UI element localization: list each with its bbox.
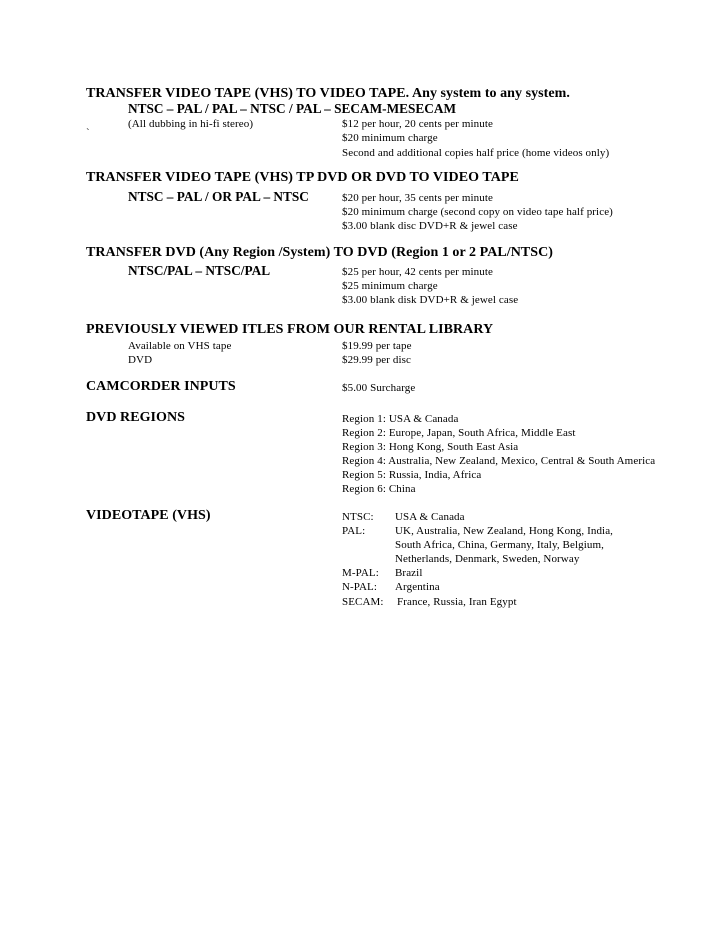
system-label: PAL:: [342, 525, 366, 537]
price-line: $3.00 blank disk DVD+R & jewel case: [342, 294, 519, 306]
section-title-dvd-regions: DVD REGIONS: [86, 410, 185, 425]
region-line: Region 3: Hong Kong, South East Asia: [342, 441, 519, 453]
section-title-rental-library: PREVIOUSLY VIEWED ITLES FROM OUR RENTAL LIBRARY: [86, 322, 494, 337]
section-title-vhs-to-dvd: TRANSFER VIDEO TAPE (VHS) TP DVD OR DVD TO VIDEO TAPE: [86, 170, 519, 185]
section-subtitle-dvd-to-dvd: NTSC/PAL – NTSC/PAL: [128, 263, 271, 278]
price-line: $20 minimum charge (second copy on video tape half price): [342, 206, 613, 218]
region-line: Region 4: Australia, New Zealand, Mexico, Central & South America: [342, 455, 656, 467]
section-title-dvd-to-dvd: TRANSFER DVD (Any Region /System) TO DVD (Region 1 or 2 PAL/NTSC): [86, 245, 553, 260]
price-line: $20 per hour, 35 cents per minute: [342, 192, 494, 204]
price-line: $12 per hour, 20 cents per minute: [342, 118, 494, 130]
price-line: $25 per hour, 42 cents per minute: [342, 266, 494, 278]
region-line: Region 2: Europe, Japan, South Africa, Middle East: [342, 427, 576, 439]
rental-item-price: $29.99 per disc: [342, 354, 412, 366]
system-label: SECAM:: [342, 596, 384, 608]
region-line: Region 6: China: [342, 483, 416, 495]
price-line: $3.00 blank disc DVD+R & jewel case: [342, 220, 518, 232]
price-line: Second and additional copies half price (home videos only): [342, 147, 610, 159]
system-value: Brazil: [395, 567, 423, 579]
system-label: N-PAL:: [342, 581, 378, 593]
system-value: UK, Australia, New Zealand, Hong Kong, India,: [395, 525, 614, 537]
region-line: Region 5: Russia, India, Africa: [342, 469, 482, 481]
system-value: Netherlands, Denmark, Sweden, Norway: [395, 553, 580, 565]
price-line: $25 minimum charge: [342, 280, 438, 292]
section-title-videotape: VIDEOTAPE (VHS): [86, 508, 211, 523]
rental-item-label: DVD: [128, 354, 153, 366]
system-value: USA & Canada: [395, 511, 465, 523]
system-label: NTSC:: [342, 511, 374, 523]
system-label: M-PAL:: [342, 567, 379, 579]
system-value: France, Russia, Iran Egypt: [397, 596, 517, 608]
section-subtitle-vhs-to-dvd: NTSC – PAL / OR PAL – NTSC: [128, 189, 309, 204]
dubbing-note: (All dubbing in hi-fi stereo): [128, 118, 254, 130]
rental-item-label: Available on VHS tape: [128, 340, 232, 352]
system-value: South Africa, China, Germany, Italy, Belgium,: [395, 539, 604, 551]
stray-mark: `: [86, 127, 90, 139]
camcorder-surcharge: $5.00 Surcharge: [342, 382, 416, 394]
price-line: $20 minimum charge: [342, 132, 438, 144]
section-title-camcorder: CAMCORDER INPUTS: [86, 379, 236, 394]
system-value: Argentina: [395, 581, 440, 593]
section-title-vhs-to-vhs: TRANSFER VIDEO TAPE (VHS) TO VIDEO TAPE. Any system to any system.: [86, 86, 570, 101]
section-subtitle-vhs-to-vhs: NTSC – PAL / PAL – NTSC / PAL – SECAM-MESECAM: [128, 101, 457, 116]
region-line: Region 1: USA & Canada: [342, 413, 459, 425]
rental-item-price: $19.99 per tape: [342, 340, 412, 352]
